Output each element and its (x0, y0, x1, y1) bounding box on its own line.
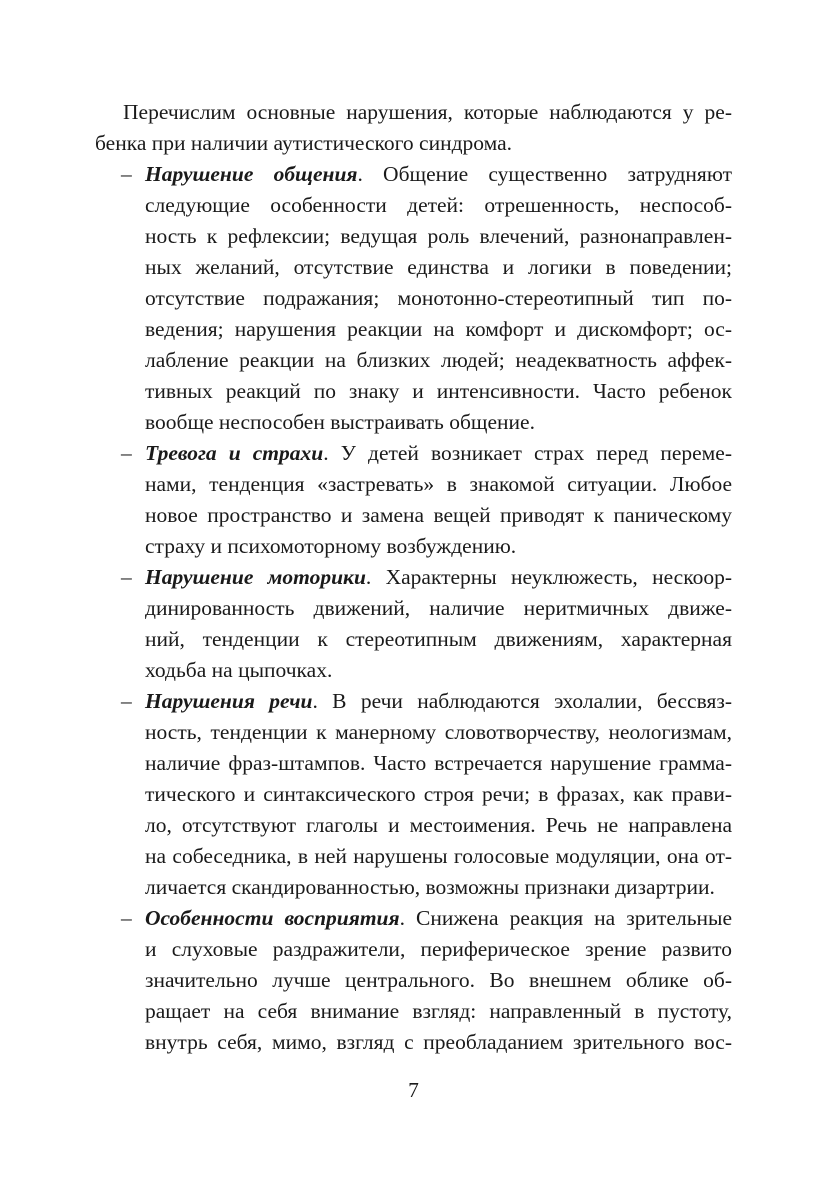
list-item-line: и слуховые раздражители, периферическое зрение развито (145, 937, 732, 961)
item-term: Тревога и страхи (145, 441, 324, 465)
item-text: . Характерны неуклюжесть, нескоор- (365, 565, 732, 589)
list-item-line: динированность движений, наличие неритмичных движе- (145, 596, 732, 620)
page-number: 7 (408, 1078, 419, 1102)
intro-line: бенка при наличии аутистического синдрома. (95, 131, 513, 155)
list-item-line: вообще неспособен выстраивать общение. (145, 410, 535, 434)
list-item-line: наличие фраз-штампов. Часто встречается нарушение грамма- (145, 751, 732, 775)
list-item-line: лабление реакции на близких людей; неадекватность аффек- (145, 348, 732, 372)
list-item-first-line (95, 438, 732, 469)
item-term: Нарушение общения (145, 162, 358, 186)
dash-marker: – (121, 162, 132, 186)
item-text: . В речи наблюдаются эхолалии, бессвяз- (312, 689, 732, 713)
item-term: Нарушение моторики (145, 565, 366, 589)
list-item-first-line (95, 562, 732, 593)
item-text: . Общение существенно затрудняют (357, 162, 732, 186)
item-term: Особенности восприятия (145, 906, 400, 930)
item-term: Нарушения речи (145, 689, 313, 713)
list-item-line: значительно лучше центрального. Во внешнем облике об- (145, 968, 732, 992)
list-item-line: ность, тенденции к манерному словотворчеству, неологизмам, (145, 720, 732, 744)
dash-marker: – (121, 441, 132, 465)
list-item-line: внутрь себя, мимо, взгляд с преобладанием зрительного вос- (145, 1030, 732, 1054)
list-item-first-line (95, 159, 732, 190)
list-item-line: новое пространство и замена вещей приводят к паническому (145, 503, 732, 527)
list-item-line: ходьба на цыпочках. (145, 658, 333, 682)
list-item-line: нами, тенденция «застревать» в знакомой ситуации. Любое (145, 472, 732, 496)
list-item-line: тического и синтаксического строя речи; в фразах, как прави- (145, 782, 732, 806)
list-item-line: страху и психомоторному возбуждению. (145, 534, 517, 558)
dash-marker: – (121, 906, 132, 930)
intro-line: Перечислим основные нарушения, которые наблюдаются у ре- (123, 100, 732, 124)
item-text: . Снижена реакция на зрительные (399, 906, 732, 930)
list-item-line: ных желаний, отсутствие единства и логики в поведении; (145, 255, 732, 279)
list-item-line: на собеседника, в ней нарушены голосовые модуляции, она от- (145, 844, 732, 868)
list-item-line: ведения; нарушения реакции на комфорт и дискомфорт; ос- (145, 317, 732, 341)
list-item-line: личается скандированностью, возможны признаки дизартрии. (145, 875, 715, 899)
body-text (95, 97, 732, 1058)
dash-marker: – (121, 689, 132, 713)
dash-marker: – (121, 565, 132, 589)
item-text: . У детей возникает страх перед переме- (323, 441, 732, 465)
list-item-line: ний, тенденции к стереотипным движениям, характерная (145, 627, 732, 651)
list-item-first-line (95, 686, 732, 717)
list-item-line: ло, отсутствуют глаголы и местоимения. Речь не направлена (145, 813, 732, 837)
list-item-line: ращает на себя внимание взгляд: направленный в пустоту, (145, 999, 732, 1023)
list-item-line: ность к рефлексии; ведущая роль влечений, разнонаправлен- (145, 224, 732, 248)
list-item-line: тивных реакций по знаку и интенсивности. Часто ребенок (145, 379, 732, 403)
list-item-line: следующие особенности детей: отрешенность, неспособ- (145, 193, 732, 217)
list-item-first-line (95, 903, 732, 934)
list-item-line: отсутствие подражания; монотонно-стереотипный тип по- (145, 286, 732, 310)
